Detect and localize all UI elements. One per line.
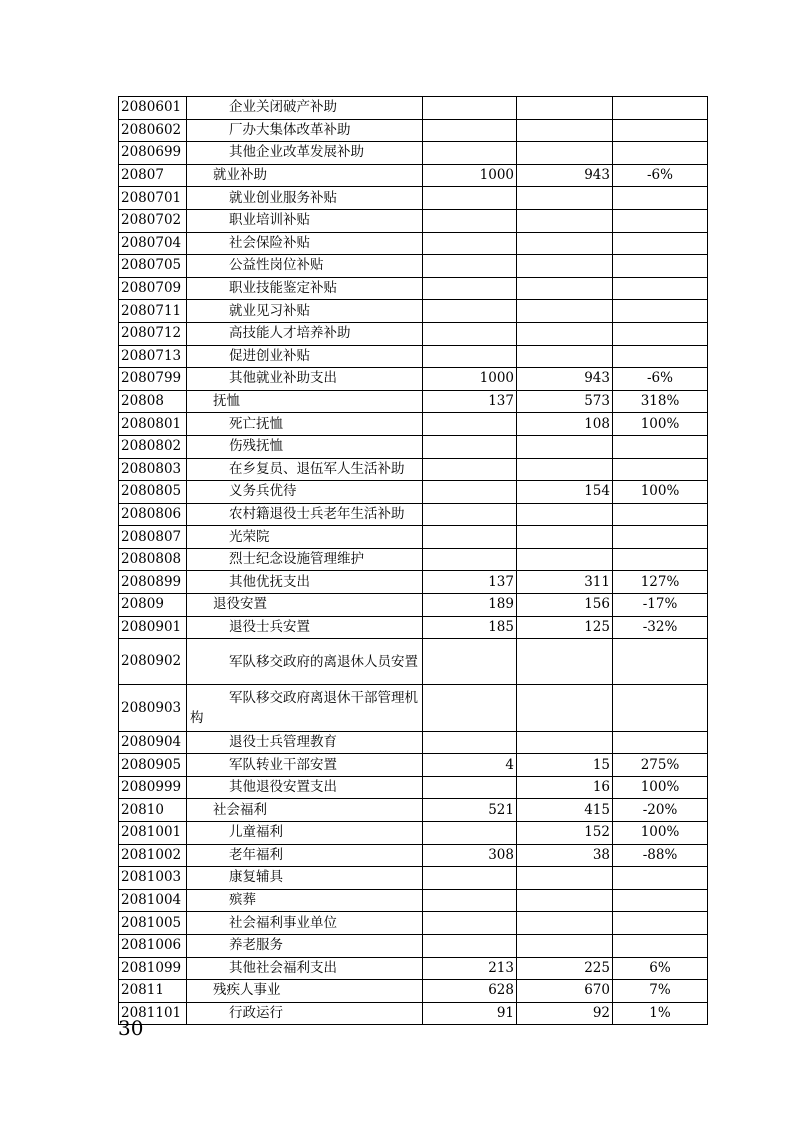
table-row <box>119 571 708 594</box>
prior-amount-cell: 628 <box>423 980 517 1003</box>
account-name-cell: 退役士兵管理教育 <box>187 731 423 754</box>
account-name-cell: 厂办大集体改革补助 <box>187 119 423 142</box>
account-code-cell: 2080899 <box>119 571 187 594</box>
current-amount-cell: 154 <box>517 481 613 504</box>
change-percent-cell <box>613 458 708 481</box>
change-percent-cell: 127% <box>613 571 708 594</box>
prior-amount-cell <box>423 481 517 504</box>
change-percent-cell <box>613 209 708 232</box>
account-code-cell: 2080807 <box>119 526 187 549</box>
table-body <box>119 97 708 1025</box>
prior-amount-cell <box>423 889 517 912</box>
account-name-cell: 康复辅具 <box>187 867 423 890</box>
change-percent-cell <box>613 548 708 571</box>
account-name-cell: 养老服务 <box>187 934 423 957</box>
prior-amount-cell: 213 <box>423 957 517 980</box>
current-amount-cell <box>517 731 613 754</box>
account-code-cell: 2080901 <box>119 616 187 639</box>
prior-amount-cell <box>423 97 517 120</box>
change-percent-cell: 100% <box>613 481 708 504</box>
change-percent-cell: -20% <box>613 799 708 822</box>
current-amount-cell <box>517 526 613 549</box>
account-name-text: 军队移交政府的离退休人员安置 <box>229 653 418 670</box>
account-name-cell: 在乡复员、退伍军人生活补助 <box>187 458 423 481</box>
account-name-cell: 退役士兵安置 <box>187 616 423 639</box>
change-percent-cell <box>613 187 708 210</box>
table-row <box>119 232 708 255</box>
prior-amount-cell: 1000 <box>423 164 517 187</box>
table-row <box>119 957 708 980</box>
account-code-cell: 2080803 <box>119 458 187 481</box>
prior-amount-cell: 137 <box>423 390 517 413</box>
prior-amount-cell <box>423 526 517 549</box>
current-amount-cell: 152 <box>517 822 613 845</box>
account-code-cell: 2080713 <box>119 345 187 368</box>
current-amount-cell <box>517 119 613 142</box>
table-row <box>119 97 708 120</box>
table-row <box>119 368 708 391</box>
prior-amount-cell <box>423 776 517 799</box>
account-code-cell: 2080602 <box>119 119 187 142</box>
table-row <box>119 413 708 436</box>
current-amount-cell <box>517 548 613 571</box>
current-amount-cell: 311 <box>517 571 613 594</box>
table-row <box>119 209 708 232</box>
prior-amount-cell: 91 <box>423 1002 517 1025</box>
account-name-cell: 残疾人事业 <box>187 980 423 1003</box>
prior-amount-cell <box>423 300 517 323</box>
change-percent-cell <box>613 119 708 142</box>
current-amount-cell <box>517 322 613 345</box>
prior-amount-cell <box>423 232 517 255</box>
change-percent-cell: 318% <box>613 390 708 413</box>
prior-amount-cell <box>423 458 517 481</box>
change-percent-cell <box>613 142 708 165</box>
table-row <box>119 435 708 458</box>
account-code-cell: 20810 <box>119 799 187 822</box>
prior-amount-cell <box>423 934 517 957</box>
table-row <box>119 458 708 481</box>
current-amount-cell <box>517 912 613 935</box>
table-row <box>119 844 708 867</box>
table-row <box>119 322 708 345</box>
prior-amount-cell <box>423 548 517 571</box>
current-amount-cell: 670 <box>517 980 613 1003</box>
account-code-cell: 2080712 <box>119 322 187 345</box>
account-code-cell: 2081003 <box>119 867 187 890</box>
account-name-cell: 老年福利 <box>187 844 423 867</box>
current-amount-cell: 415 <box>517 799 613 822</box>
change-percent-cell <box>613 889 708 912</box>
table-row <box>119 639 708 685</box>
change-percent-cell <box>613 322 708 345</box>
page-number: 30 <box>118 1016 144 1040</box>
table-row <box>119 277 708 300</box>
account-code-cell: 2080702 <box>119 209 187 232</box>
account-name-cell: 职业技能鉴定补贴 <box>187 277 423 300</box>
account-name-cell: 儿童福利 <box>187 822 423 845</box>
table-row <box>119 799 708 822</box>
prior-amount-cell: 1000 <box>423 368 517 391</box>
prior-amount-cell <box>423 277 517 300</box>
change-percent-cell <box>613 232 708 255</box>
account-code-cell: 2080709 <box>119 277 187 300</box>
account-name-cell: 高技能人才培养补助 <box>187 322 423 345</box>
current-amount-cell <box>517 187 613 210</box>
account-code-cell: 2080699 <box>119 142 187 165</box>
table-row <box>119 616 708 639</box>
table-row <box>119 822 708 845</box>
prior-amount-cell <box>423 119 517 142</box>
change-percent-cell <box>613 685 708 731</box>
change-percent-cell: 100% <box>613 776 708 799</box>
table-row <box>119 685 708 731</box>
account-name-cell: 殡葬 <box>187 889 423 912</box>
account-code-cell: 2081002 <box>119 844 187 867</box>
prior-amount-cell <box>423 503 517 526</box>
table-row <box>119 776 708 799</box>
account-code-cell: 2081001 <box>119 822 187 845</box>
account-code-cell: 2080903 <box>119 685 187 731</box>
current-amount-cell <box>517 232 613 255</box>
current-amount-cell: 943 <box>517 368 613 391</box>
prior-amount-cell <box>423 255 517 278</box>
current-amount-cell <box>517 435 613 458</box>
change-percent-cell: 275% <box>613 754 708 777</box>
account-code-cell: 2080805 <box>119 481 187 504</box>
current-amount-cell <box>517 934 613 957</box>
table-row <box>119 390 708 413</box>
change-percent-cell: -32% <box>613 616 708 639</box>
current-amount-cell <box>517 867 613 890</box>
prior-amount-cell <box>423 187 517 210</box>
account-name-text: 军队移交政府离退休干部管理机构 <box>190 690 418 727</box>
change-percent-cell: 6% <box>613 957 708 980</box>
account-name-cell: 促进创业补贴 <box>187 345 423 368</box>
account-name-cell: 军队转业干部安置 <box>187 754 423 777</box>
change-percent-cell: -6% <box>613 368 708 391</box>
account-name-cell: 企业关闭破产补助 <box>187 97 423 120</box>
current-amount-cell <box>517 277 613 300</box>
current-amount-cell: 156 <box>517 594 613 617</box>
account-code-cell: 2080802 <box>119 435 187 458</box>
account-code-cell: 20808 <box>119 390 187 413</box>
current-amount-cell <box>517 300 613 323</box>
prior-amount-cell: 308 <box>423 844 517 867</box>
change-percent-cell: 100% <box>613 822 708 845</box>
table-row <box>119 867 708 890</box>
prior-amount-cell <box>423 345 517 368</box>
table-row <box>119 526 708 549</box>
prior-amount-cell <box>423 822 517 845</box>
change-percent-cell: -17% <box>613 594 708 617</box>
prior-amount-cell <box>423 912 517 935</box>
change-percent-cell <box>613 934 708 957</box>
prior-amount-cell <box>423 413 517 436</box>
prior-amount-cell <box>423 435 517 458</box>
current-amount-cell <box>517 503 613 526</box>
account-name-cell: 公益性岗位补贴 <box>187 255 423 278</box>
account-code-cell: 20807 <box>119 164 187 187</box>
change-percent-cell: 100% <box>613 413 708 436</box>
account-code-cell: 2080999 <box>119 776 187 799</box>
account-code-cell: 2080704 <box>119 232 187 255</box>
account-name-cell: 其他退役安置支出 <box>187 776 423 799</box>
account-code-cell: 2080808 <box>119 548 187 571</box>
change-percent-cell <box>613 731 708 754</box>
table-row <box>119 187 708 210</box>
account-code-cell: 2080601 <box>119 97 187 120</box>
account-code-cell: 20811 <box>119 980 187 1003</box>
current-amount-cell <box>517 685 613 731</box>
account-code-cell: 2080799 <box>119 368 187 391</box>
change-percent-cell: -6% <box>613 164 708 187</box>
account-name-cell: 社会福利 <box>187 799 423 822</box>
table-row <box>119 934 708 957</box>
prior-amount-cell <box>423 322 517 345</box>
current-amount-cell <box>517 458 613 481</box>
current-amount-cell: 16 <box>517 776 613 799</box>
current-amount-cell <box>517 345 613 368</box>
change-percent-cell: -88% <box>613 844 708 867</box>
current-amount-cell <box>517 255 613 278</box>
current-amount-cell: 92 <box>517 1002 613 1025</box>
table-row <box>119 594 708 617</box>
account-name-cell: 义务兵优待 <box>187 481 423 504</box>
table-row <box>119 255 708 278</box>
prior-amount-cell <box>423 142 517 165</box>
change-percent-cell <box>613 97 708 120</box>
account-name-cell: 就业补助 <box>187 164 423 187</box>
account-name-cell: 职业培训补贴 <box>187 209 423 232</box>
account-code-cell: 2081101 <box>119 1002 187 1025</box>
change-percent-cell <box>613 912 708 935</box>
current-amount-cell <box>517 889 613 912</box>
prior-amount-cell <box>423 685 517 731</box>
current-amount-cell <box>517 97 613 120</box>
change-percent-cell <box>613 867 708 890</box>
account-name-cell: 社会保险补贴 <box>187 232 423 255</box>
account-code-cell: 2080806 <box>119 503 187 526</box>
account-name-cell: 其他就业补助支出 <box>187 368 423 391</box>
change-percent-cell <box>613 255 708 278</box>
account-name-cell <box>187 639 423 685</box>
account-name-cell: 其他企业改革发展补助 <box>187 142 423 165</box>
account-code-cell: 2080801 <box>119 413 187 436</box>
change-percent-cell <box>613 277 708 300</box>
table-row <box>119 889 708 912</box>
account-name-cell: 就业创业服务补贴 <box>187 187 423 210</box>
table-row <box>119 345 708 368</box>
account-code-cell: 2080711 <box>119 300 187 323</box>
prior-amount-cell: 137 <box>423 571 517 594</box>
account-code-cell: 20809 <box>119 594 187 617</box>
change-percent-cell: 1% <box>613 1002 708 1025</box>
account-name-cell: 农村籍退役士兵老年生活补助 <box>187 503 423 526</box>
change-percent-cell <box>613 435 708 458</box>
account-name-cell: 烈士纪念设施管理维护 <box>187 548 423 571</box>
current-amount-cell <box>517 639 613 685</box>
table-row <box>119 164 708 187</box>
account-name-cell: 社会福利事业单位 <box>187 912 423 935</box>
table-row <box>119 503 708 526</box>
account-name-cell: 退役安置 <box>187 594 423 617</box>
budget-table <box>118 96 708 1025</box>
table-row <box>119 300 708 323</box>
account-code-cell: 2081005 <box>119 912 187 935</box>
current-amount-cell <box>517 142 613 165</box>
account-code-cell: 2080705 <box>119 255 187 278</box>
account-name-cell: 光荣院 <box>187 526 423 549</box>
current-amount-cell: 125 <box>517 616 613 639</box>
change-percent-cell <box>613 345 708 368</box>
current-amount-cell: 573 <box>517 390 613 413</box>
current-amount-cell <box>517 209 613 232</box>
prior-amount-cell <box>423 867 517 890</box>
table-row <box>119 980 708 1003</box>
table-row <box>119 731 708 754</box>
account-code-cell: 2081006 <box>119 934 187 957</box>
account-name-cell <box>187 685 423 731</box>
table-row <box>119 1002 708 1025</box>
change-percent-cell <box>613 503 708 526</box>
account-code-cell: 2080701 <box>119 187 187 210</box>
account-name-cell: 其他社会福利支出 <box>187 957 423 980</box>
account-name-cell: 其他优抚支出 <box>187 571 423 594</box>
change-percent-cell <box>613 639 708 685</box>
prior-amount-cell: 189 <box>423 594 517 617</box>
prior-amount-cell <box>423 731 517 754</box>
account-code-cell: 2080904 <box>119 731 187 754</box>
change-percent-cell <box>613 300 708 323</box>
account-code-cell: 2081099 <box>119 957 187 980</box>
current-amount-cell: 108 <box>517 413 613 436</box>
prior-amount-cell: 185 <box>423 616 517 639</box>
account-name-cell: 行政运行 <box>187 1002 423 1025</box>
table-row <box>119 912 708 935</box>
account-name-cell: 抚恤 <box>187 390 423 413</box>
change-percent-cell: 7% <box>613 980 708 1003</box>
prior-amount-cell <box>423 209 517 232</box>
prior-amount-cell <box>423 639 517 685</box>
current-amount-cell: 225 <box>517 957 613 980</box>
current-amount-cell: 15 <box>517 754 613 777</box>
current-amount-cell: 943 <box>517 164 613 187</box>
table-row <box>119 119 708 142</box>
table-row <box>119 548 708 571</box>
prior-amount-cell: 521 <box>423 799 517 822</box>
account-name-cell: 就业见习补贴 <box>187 300 423 323</box>
account-code-cell: 2081004 <box>119 889 187 912</box>
account-name-cell: 死亡抚恤 <box>187 413 423 436</box>
table-row <box>119 142 708 165</box>
table-row <box>119 754 708 777</box>
change-percent-cell <box>613 526 708 549</box>
table-row <box>119 481 708 504</box>
account-name-cell: 伤残抚恤 <box>187 435 423 458</box>
account-code-cell: 2080902 <box>119 639 187 685</box>
current-amount-cell: 38 <box>517 844 613 867</box>
account-code-cell: 2080905 <box>119 754 187 777</box>
prior-amount-cell: 4 <box>423 754 517 777</box>
